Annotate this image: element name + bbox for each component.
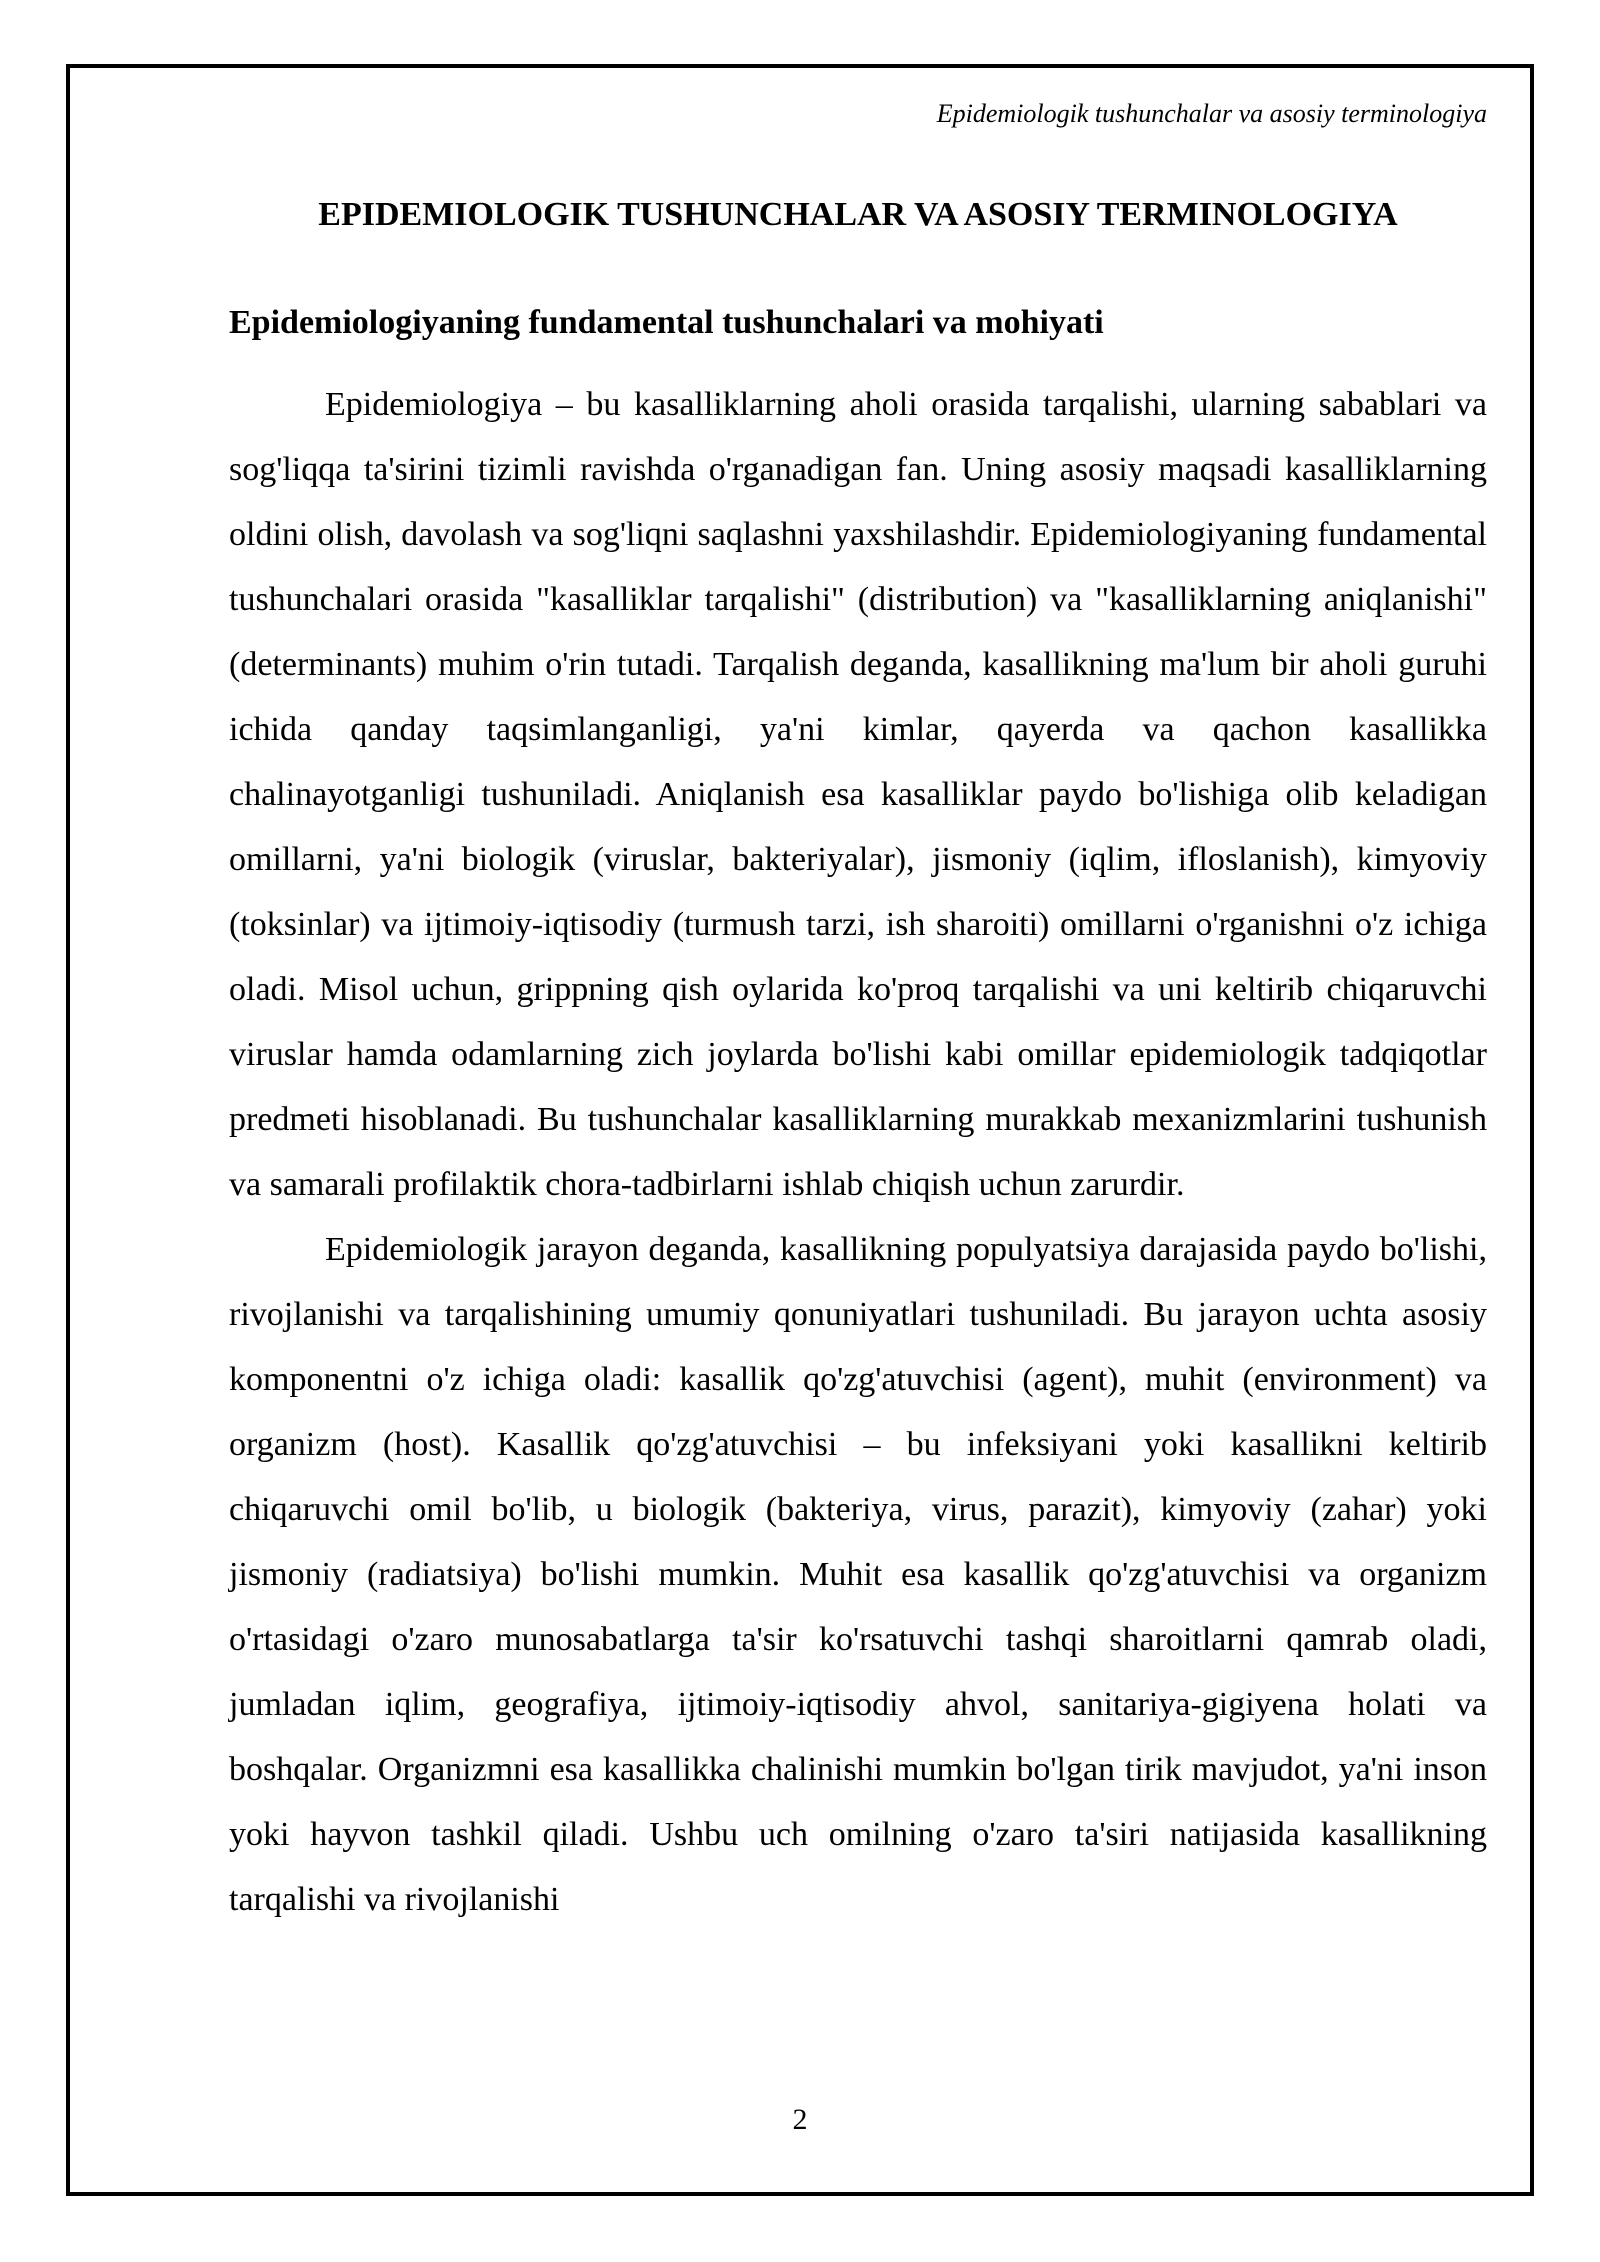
document-title: EPIDEMIOLOGIK TUSHUNCHALAR VA ASOSIY TERMINOLOGIYA [318, 196, 1398, 233]
paragraph-1: Epidemiologiya – bu kasalliklarning aholi orasida tarqalishi, ularning sabablari va sog'liqqa ta'sirini tizimli ravishda o'rganadigan fan. Uning asosiy maqsadi kasalliklarning oldini olish, davolash va sog'liqni saqlashni yaxshilashdir. Epidemiologiyaning fundamental tushunchalari orasida "kasalliklar tarqalishi" (distribution) va "kasalliklarning aniqlanishi" (determinants) muhim o'rin tutadi. Tarqalish deganda, kasallikning ma'lum bir aholi guruhi ichida qanday taqsimlanganligi, ya'ni kimlar, qayerda va qachon kasallikka chalinayotganligi tushuniladi. Aniqlanish esa kasalliklar paydo bo'lishiga olib keladigan omillarni, ya'ni biologik (viruslar, bakteriyalar), jismoniy (iqlim, ifloslanish), kimyoviy (toksinlar) va ijtimoiy-iqtisodiy (turmush tarzi, ish sharoiti) omillarni o'rganishni o'z ichiga oladi. Misol uchun, grippning qish oylarida ko'proq tarqalishi va uni keltirib chiqaruvchi viruslar hamda odamlarning zich joylarda bo'lishi kabi omillar epidemiologik tadqiqotlar predmeti hisoblanadi. Bu tushunchalar kasalliklarning murakkab mexanizmlarini tushunish va samarali profilaktik chora-tadbirlarni ishlab chiqish uchun zarurdir. [229, 386, 1487, 1203]
section-heading: Epidemiologiyaning fundamental tushunchalari va mohiyati [229, 304, 1104, 341]
paragraph-2: Epidemiologik jarayon deganda, kasallikning populyatsiya darajasida paydo bo'lishi, rivojlanishi va tarqalishining umumiy qonuniyatlari tushuniladi. Bu jarayon uchta asosiy komponentni o'z ichiga oladi: kasallik qo'zg'atuvchisi (agent), muhit (environment) va organizm (host). Kasallik qo'zg'atuvchisi – bu infeksiyani yoki kasallikni keltirib chiqaruvchi omil bo'lib, u biologik (bakteriya, virus, parazit), kimyoviy (zahar) yoki jismoniy (radiatsiya) bo'lishi mumkin. Muhit esa kasallik qo'zg'atuvchisi va organizm o'rtasidagi o'zaro munosabatlarga ta'sir ko'rsatuvchi tashqi sharoitlarni qamrab oladi, jumladan iqlim, geografiya, ijtimoiy-iqtisodiy ahvol, sanitariya-gigiyena holati va boshqalar. Organizmni esa kasallikka chalinishi mumkin bo'lgan tirik mavjudot, ya'ni inson yoki hayvon tashkil qiladi. Ushbu uch omilning o'zaro ta'siri natijasida kasallikning tarqalishi va rivojlanishi [229, 1231, 1487, 1918]
running-header: Epidemiologik tushunchalar va asosiy terminologiya [936, 99, 1487, 128]
page-number: 2 [792, 2103, 808, 2136]
body-text [229, 372, 1487, 1932]
